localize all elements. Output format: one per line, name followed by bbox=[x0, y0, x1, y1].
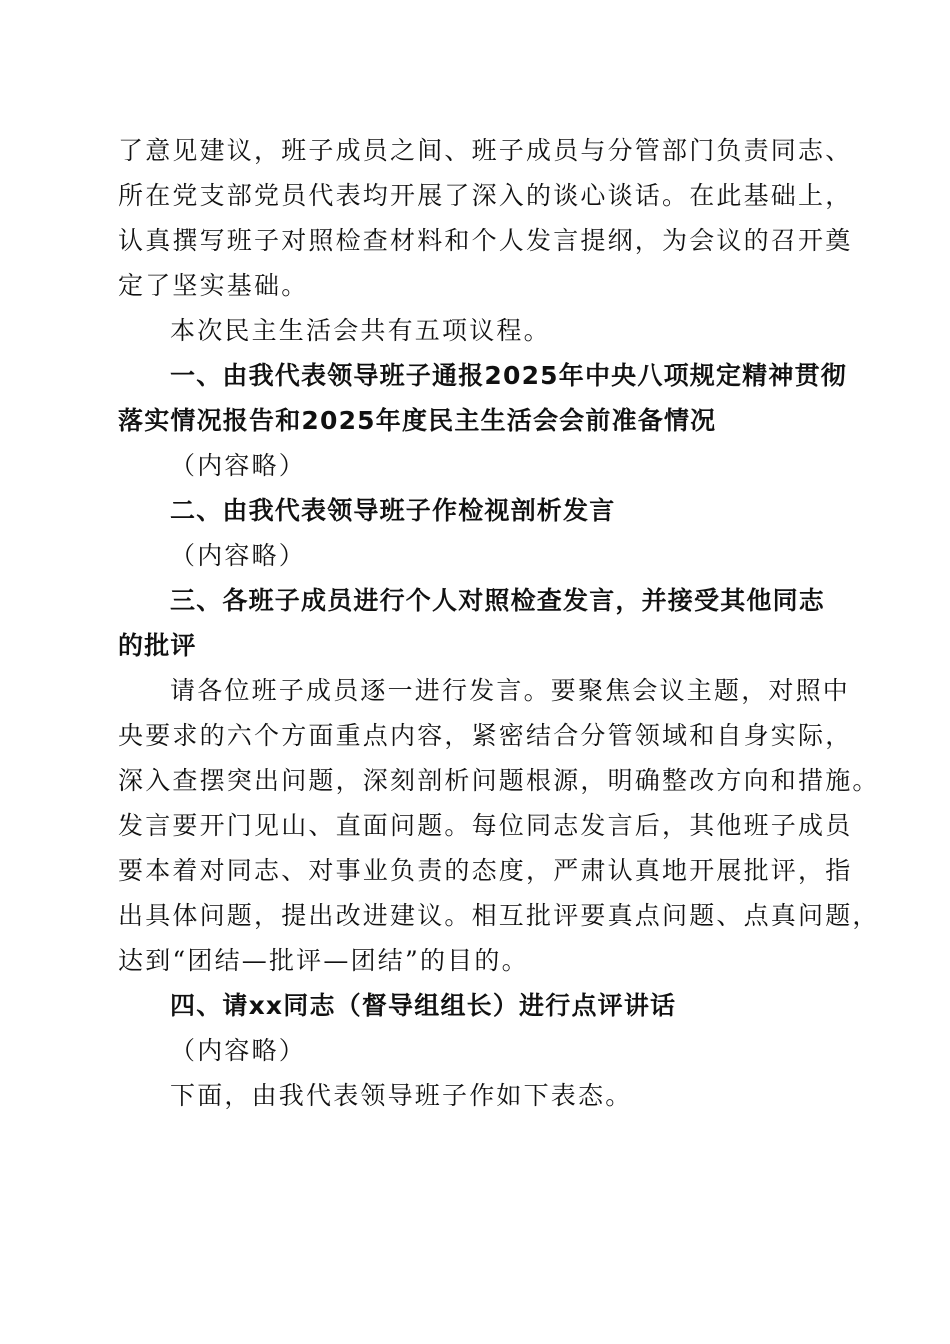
text-line: 定了坚实基础。 bbox=[118, 271, 309, 300]
heading-line: 的批评 bbox=[118, 631, 197, 660]
heading-agenda-item-3 bbox=[118, 578, 838, 668]
text-line: 所在党支部党员代表均开展了深入的谈心谈话。在此基础上， bbox=[118, 181, 853, 210]
text-line: 请各位班子成员逐一进行发言。要聚焦会议主题，对照中 bbox=[170, 676, 851, 705]
heading-agenda-item-2 bbox=[118, 488, 838, 533]
text-line: 下面，由我代表领导班子作如下表态。 bbox=[170, 1081, 633, 1110]
content-omitted-note bbox=[118, 1028, 838, 1073]
text-line: 发言要开门见山、直面问题。每位同志发言后，其他班子成员 bbox=[118, 811, 853, 840]
content-omitted-note bbox=[118, 533, 838, 578]
heading-agenda-item-1 bbox=[118, 353, 847, 443]
text-line: （内容略） bbox=[170, 541, 307, 570]
paragraph-preparation bbox=[118, 128, 853, 308]
text-line: 了意见建议，班子成员之间、班子成员与分管部门负责同志、 bbox=[118, 136, 853, 165]
paragraph-speech-instructions bbox=[118, 668, 880, 983]
text-line: 达到“团结—批评—团结”的目的。 bbox=[118, 946, 529, 975]
paragraph-closing-statement bbox=[118, 1073, 838, 1118]
heading-line: 落实情况报告和2025年度民主生活会会前准备情况 bbox=[118, 406, 717, 435]
heading-agenda-item-4 bbox=[118, 983, 838, 1028]
document-page bbox=[118, 128, 880, 1118]
text-line: 出具体问题，提出改进建议。相互批评要真点问题、点真问题， bbox=[118, 901, 880, 930]
text-line: 央要求的六个方面重点内容，紧密结合分管领域和自身实际， bbox=[118, 721, 853, 750]
heading-line: 四、请xx同志（督导组组长）进行点评讲话 bbox=[170, 991, 677, 1020]
content-omitted-note bbox=[118, 443, 838, 488]
paragraph-agenda-intro bbox=[118, 308, 838, 353]
text-line: （内容略） bbox=[170, 1036, 307, 1065]
heading-line: 一、由我代表领导班子通报2025年中央八项规定精神贯彻 bbox=[170, 361, 847, 390]
text-line: 深入查摆突出问题，深刻剖析问题根源，明确整改方向和措施。 bbox=[118, 766, 880, 795]
text-line: 认真撰写班子对照检查材料和个人发言提纲，为会议的召开奠 bbox=[118, 226, 853, 255]
heading-line: 三、各班子成员进行个人对照检查发言，并接受其他同志 bbox=[170, 586, 826, 615]
text-line: （内容略） bbox=[170, 451, 307, 480]
heading-line: 二、由我代表领导班子作检视剖析发言 bbox=[170, 496, 616, 525]
text-line: 要本着对同志、对事业负责的态度，严肃认真地开展批评，指 bbox=[118, 856, 853, 885]
text-line: 本次民主生活会共有五项议程。 bbox=[170, 316, 551, 345]
